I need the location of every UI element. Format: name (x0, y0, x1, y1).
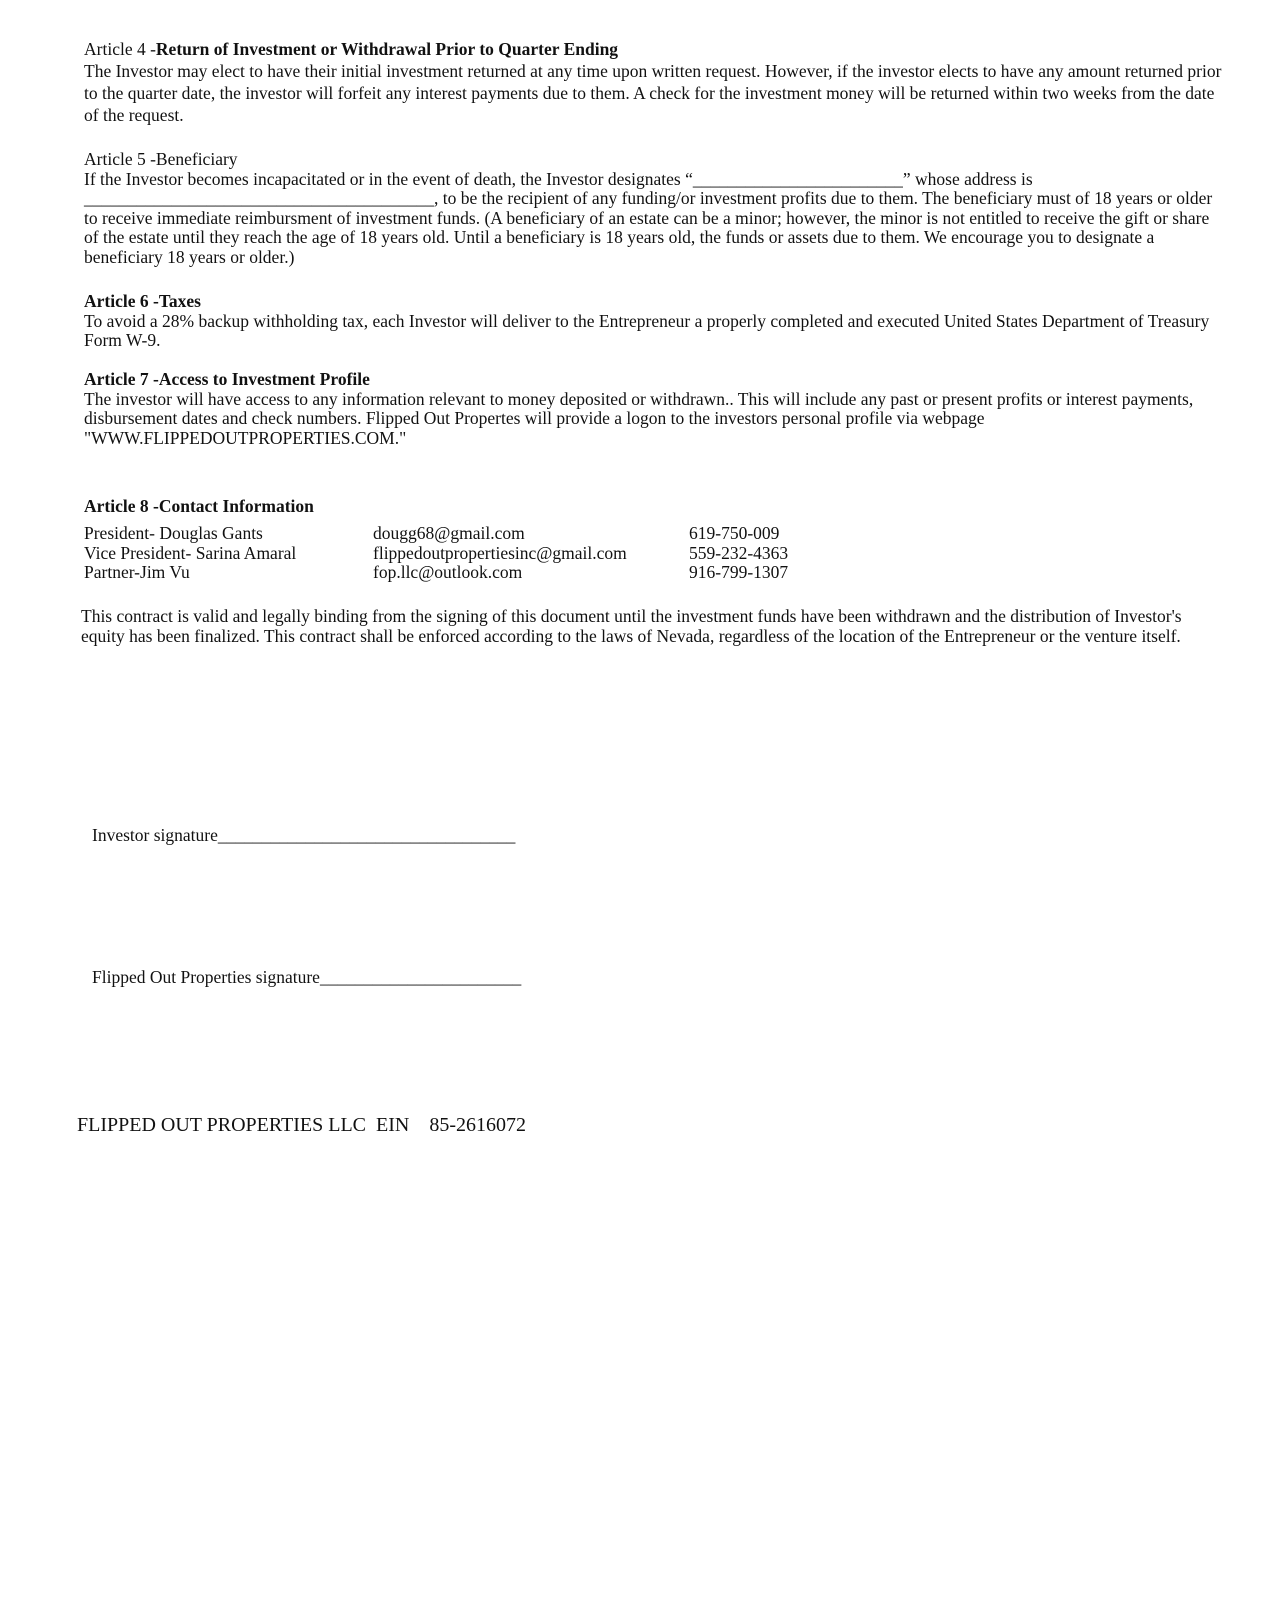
footer-company-ein: FLIPPED OUT PROPERTIES LLC EIN 85-2616072 (77, 1114, 527, 1136)
article-4-heading-title: Return of Investment or Withdrawal Prior to Quarter Ending (155, 39, 619, 59)
article-6-body: To avoid a 28% backup withholding tax, each Investor will deliver to the Entrepreneur a properly completed and executed United States Department of Treasury Form W-9. (84, 310, 1210, 350)
article-5-body: If the Investor becomes incapacitated or in the event of death, the Investor designates “________________________” whose address is ________________________________________, to be the recipient of any funding/or investment profits due to them. The beneficiary must of 18 years or older to receive immediate reimbursment of investment funds. (A beneficiary of an estate can be a minor; however, the minor is not entitled to receive the gift or share of the estate until they reach the age of 18 years old. Until a beneficiary is 18 years old, the funds or assets due to them. We encourage you to designate a beneficiary 18 years or older.) (84, 168, 1213, 267)
article-4 (84, 40, 1224, 126)
article-8 (84, 497, 1224, 517)
article-4-heading (84, 40, 1224, 60)
contact-phone: 619-750-009 (689, 523, 780, 543)
article-4-heading-prefix: Article 4 - (84, 39, 156, 59)
article-8-heading: Article 8 -Contact Information (84, 496, 314, 516)
contact-email: flippedoutpropertiesinc@gmail.com (373, 542, 627, 563)
contact-row (84, 563, 844, 583)
article-5-heading: Article 5 -Beneficiary (84, 149, 238, 169)
article-7 (84, 370, 1224, 448)
article-6-heading: Article 6 -Taxes (84, 291, 201, 311)
contact-row (84, 524, 844, 544)
investor-signature-line: Investor signature__________________________________ (92, 825, 516, 845)
contact-email: fop.llc@outlook.com (373, 562, 523, 582)
company-signature-line: Flipped Out Properties signature_______________________ (92, 967, 522, 987)
contact-email: dougg68@gmail.com (373, 523, 525, 543)
contact-name: President- Douglas Gants (84, 523, 263, 543)
article-4-body: The Investor may elect to have their initial investment returned at any time upon written request. However, if the investor elects to have any amount returned prior to the quarter date, the investor will forfeit any interest payments due to them. A check for the investment money will be returned within two weeks from the date of the request. (84, 60, 1222, 125)
contact-name: Vice President- Sarina Amaral (84, 542, 297, 563)
contact-phone: 559-232-4363 (689, 542, 789, 563)
contact-table (84, 524, 844, 583)
article-6 (84, 292, 1224, 351)
contact-name: Partner-Jim Vu (84, 562, 190, 582)
validity-paragraph: This contract is valid and legally binding from the signing of this document until the investment funds have been withdrawn and the distribution of Investor's equity has been finalized. This contract shall be enforced according to the laws of Nevada, regardless of the location of the Entrepreneur or the venture itself. (81, 606, 1182, 646)
contact-phone: 916-799-1307 (689, 562, 789, 582)
contact-row (84, 544, 844, 564)
article-7-body: The investor will have access to any information relevant to money deposited or withdrawn.. This will include any past or present profits or interest payments, disbursement dates and check numbers. Flipped Out Propertes will provide a logon to the investors personal profile via webpage "WWW.FLIPPEDOUTPROPERTIES.COM." (84, 388, 1194, 448)
article-5 (84, 150, 1224, 267)
article-7-heading: Article 7 -Access to Investment Profile (84, 369, 370, 389)
